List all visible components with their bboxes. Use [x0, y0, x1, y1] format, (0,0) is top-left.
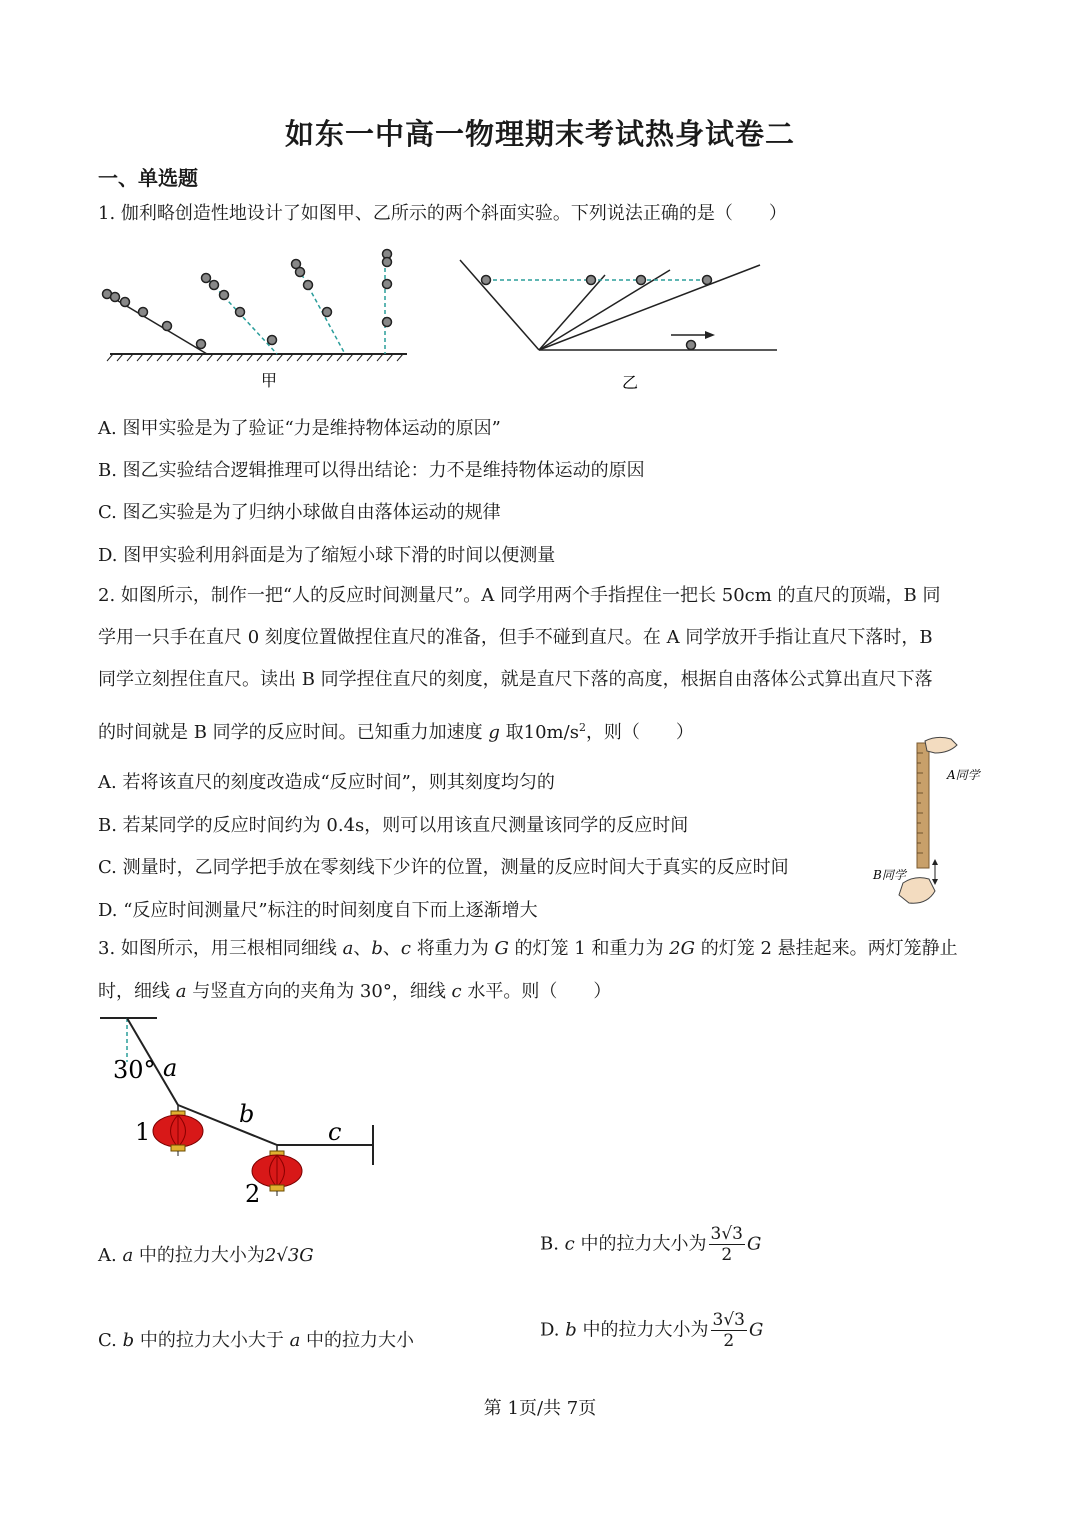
- page-title: 如东一中高一物理期末考试热身试卷二: [284, 117, 795, 151]
- q3-option-d: D. b 中的拉力大小为 $\frac{3√3}{2}$ G: [540, 1310, 764, 1351]
- q2-option-d: D. “反应时间测量尺”标注的时间刻度自下而上逐渐增大: [98, 900, 538, 921]
- ruler: [917, 743, 929, 868]
- balls-jia: [103, 250, 392, 349]
- q1-option-d: D. 图甲实验利用斜面是为了缩短小球下滑的时间以便测量: [98, 545, 556, 566]
- q1-option-c: C. 图乙实验是为了归纳小球做自由落体运动的规律: [98, 502, 501, 523]
- lantern-1-icon: [153, 1111, 203, 1156]
- q3-option-a: A. a 中的拉力大小为2√3G: [98, 1245, 314, 1266]
- label-2: 2: [245, 1180, 261, 1208]
- label-b-student: B同学: [873, 868, 906, 882]
- q1-option-b: B. 图乙实验结合逻辑推理可以得出结论：力不是维持物体运动的原因: [98, 460, 645, 481]
- right-incline-2: [539, 270, 670, 350]
- q2-line-1: 2. 如图所示，制作一把“人的反应时间测量尺”。A 同学用两个手指捏住一把长 50cm 的直尺的顶端，B 同: [98, 585, 941, 606]
- q1-stem: 1. 伽利略创造性地设计了如图甲、乙所示的两个斜面实验。下列说法正确的是（ ）: [98, 203, 787, 224]
- q2-option-a: A. 若将该直尺的刻度改造成“反应时间”，则其刻度均匀的: [98, 772, 555, 793]
- left-incline: [460, 260, 539, 350]
- balls-yi: [482, 276, 712, 350]
- q2-line-4: 的时间就是 B 同学的反应时间。已知重力加速度 g 取$10m/s^2$，则（ ）: [98, 721, 694, 743]
- q3-line-2: 时，细线 a 与竖直方向的夹角为 30°，细线 c 水平。则（ ）: [98, 981, 612, 1002]
- hand-a-icon: [925, 737, 957, 753]
- ground-hatch: [107, 354, 403, 361]
- q3-line-1: 3. 如图所示，用三根相同细线 a、b、c 将重力为 G 的灯笼 1 和重力为 2G 的灯笼 2 悬挂起来。两灯笼静止: [98, 938, 958, 959]
- gap-arrow-up-icon: [932, 859, 938, 865]
- q2-option-b: B. 若某同学的反应时间约为 0.4s，则可以用该直尺测量该同学的反应时间: [98, 815, 689, 836]
- q2-ruler-figure: [865, 733, 995, 918]
- fig-label-jia: 甲: [260, 371, 278, 390]
- q3-option-c: C. b 中的拉力大小大于 a 中的拉力大小: [98, 1330, 415, 1351]
- label-a: a: [163, 1054, 178, 1082]
- fraction-b: $\frac{3√3}{2}$: [710, 1224, 743, 1265]
- section-heading: 一、单选题: [98, 166, 198, 190]
- page-footer: 第 1页/共 7页: [483, 1398, 597, 1419]
- label-1: 1: [135, 1118, 151, 1146]
- label-c: c: [328, 1118, 342, 1146]
- q2-option-c: C. 测量时，乙同学把手放在零刻线下少许的位置，测量的反应时间大于真实的反应时间: [98, 857, 789, 878]
- incline-1: [103, 292, 207, 354]
- label-b: b: [239, 1100, 255, 1128]
- right-incline-3: [539, 265, 760, 350]
- arrow-head-icon: [705, 331, 715, 339]
- q3-lantern-figure: [95, 1010, 395, 1210]
- q2-line-3: 同学立刻捏住直尺。读出 B 同学捏住直尺的刻度，就是直尺下落的高度，根据自由落体公式算出直尺下落: [98, 669, 933, 690]
- right-incline-1: [539, 275, 605, 350]
- label-a-student: A同学: [947, 768, 980, 782]
- fraction-d: $\frac{3√3}{2}$: [712, 1310, 745, 1351]
- gap-arrow-down-icon: [932, 879, 938, 885]
- q1-option-a: A. 图甲实验是为了验证“力是维持物体运动的原因”: [98, 418, 501, 439]
- angle-label: 30°: [113, 1056, 156, 1084]
- q1-figure: [95, 240, 795, 390]
- fig-label-yi: 乙: [621, 373, 639, 390]
- q2-line-2: 学用一只手在直尺 0 刻度位置做捏住直尺的准备，但手不碰到直尺。在 A 同学放开手指让直尺下落时，B: [98, 627, 933, 648]
- q3-option-b: B. c 中的拉力大小为 $\frac{3√3}{2}$ G: [540, 1224, 762, 1265]
